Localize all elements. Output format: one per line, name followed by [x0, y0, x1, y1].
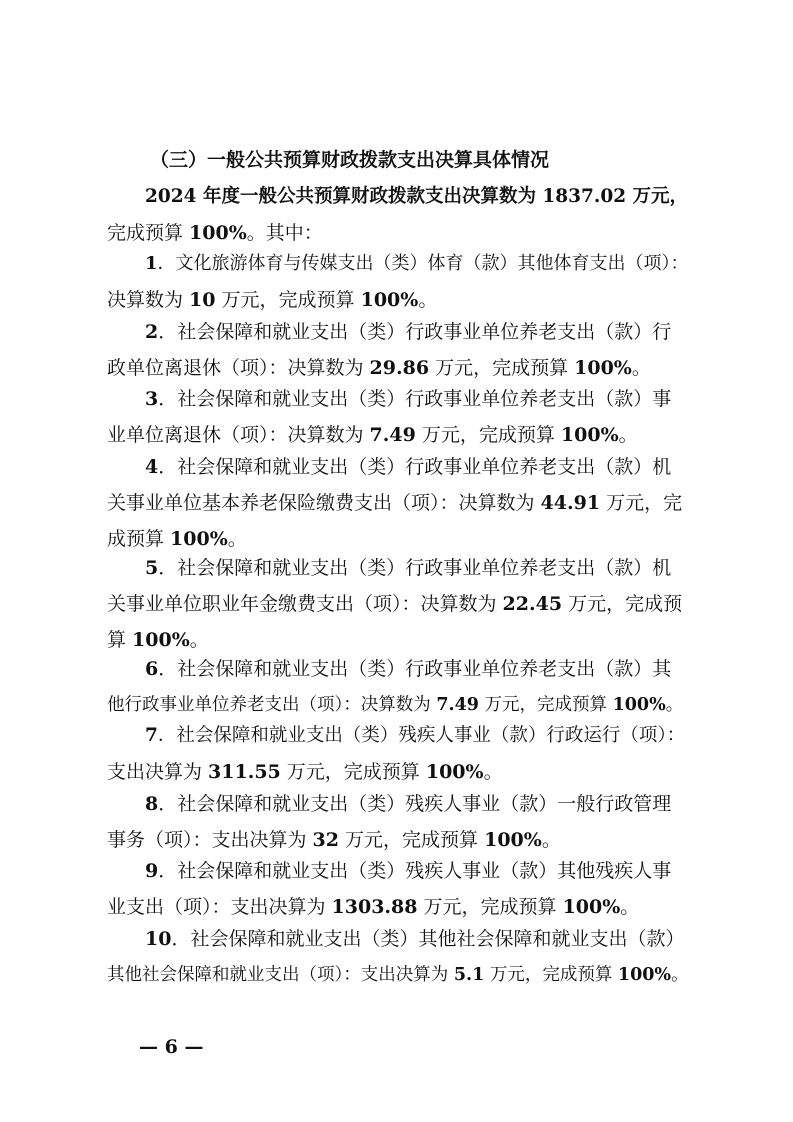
intro-line-2: 完成预算 100%。其中：	[107, 222, 323, 244]
item-line: 其他社会保障和就业支出（项）：支出决算为 5.1 万元，完成预算 100%。	[107, 965, 689, 985]
item-line: 关事业单位基本养老保险缴费支出（项）：决算数为 44.91 万元，完	[107, 492, 683, 514]
item-line: 9．社会保障和就业支出（类）残疾人事业（款）其他残疾人事	[145, 860, 672, 882]
item-line: 业单位离退休（项）：决算数为 7.49 万元，完成预算 100%。	[107, 424, 638, 446]
item-4-paragraph	[107, 449, 697, 557]
item-line: 他行政事业单位养老支出（项）：决算数为 7.49 万元，完成预算 100%。	[107, 695, 684, 715]
item-6-paragraph	[107, 651, 697, 723]
item-line: 7．社会保障和就业支出（类）残疾人事业（款）行政运行（项）：	[145, 725, 686, 746]
item-line: 业支出（项）：支出决算为 1303.88 万元，完成预算 100%。	[107, 896, 640, 918]
item-2-paragraph	[107, 314, 697, 386]
item-line: 1．文化旅游体育与传媒支出（类）体育（款）其他体育支出（项）：	[145, 253, 689, 274]
intro-paragraph	[107, 179, 697, 251]
item-line: 支出决算为 311.55 万元，完成预算 100%。	[107, 761, 503, 783]
section-title: （三）一般公共预算财政拨款支出决算具体情况	[150, 149, 550, 171]
item-line: 政单位离退休（项）：决算数为 29.86 万元，完成预算 100%。	[107, 357, 651, 379]
item-line: 5．社会保障和就业支出（类）行政事业单位养老支出（款）机	[145, 557, 672, 579]
item-line: 8．社会保障和就业支出（类）残疾人事业（款）一般行政管理	[145, 793, 672, 815]
item-1-paragraph	[107, 246, 697, 318]
item-line: 10．社会保障和就业支出（类）其他社会保障和就业支出（款）	[145, 928, 685, 950]
item-line: 4．社会保障和就业支出（类）行政事业单位养老支出（款）机	[145, 456, 672, 478]
item-line: 关事业单位职业年金缴费支出（项）：决算数为 22.45 万元，完成预	[107, 593, 683, 615]
page-number: — 6 —	[139, 1036, 204, 1058]
item-line: 2．社会保障和就业支出（类）行政事业单位养老支出（款）行	[145, 321, 672, 343]
item-8-paragraph	[107, 786, 697, 858]
item-line: 事务（项）：支出决算为 32 万元，完成预算 100%。	[107, 829, 561, 851]
item-7-paragraph	[107, 718, 697, 790]
item-9-paragraph	[107, 853, 697, 925]
item-line: 成预算 100%。	[107, 528, 247, 550]
intro-line-1: 2024 年度一般公共预算财政拨款支出决算数为 1837.02 万元，	[145, 186, 689, 207]
item-5-paragraph	[107, 550, 697, 658]
item-10-paragraph	[107, 921, 697, 993]
item-line: 决算数为 10 万元，完成预算 100%。	[107, 289, 438, 311]
item-line: 6．社会保障和就业支出（类）行政事业单位养老支出（款）其	[145, 658, 672, 680]
item-line: 3．社会保障和就业支出（类）行政事业单位养老支出（款）事	[145, 388, 672, 410]
item-3-paragraph	[107, 381, 697, 453]
item-line: 算 100%。	[107, 629, 209, 651]
